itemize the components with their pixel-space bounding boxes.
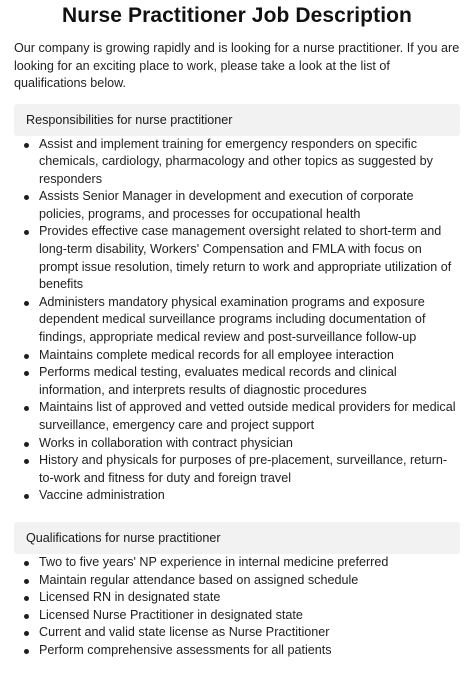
list-item <box>24 347 460 365</box>
bullet-icon <box>24 406 29 411</box>
bullet-icon <box>24 579 29 584</box>
list-item <box>24 223 460 293</box>
responsibilities-list <box>14 136 460 505</box>
list-item <box>24 452 460 487</box>
list-item-text: Maintains complete medical records for all employee interaction <box>39 347 394 362</box>
bullet-icon <box>24 649 29 654</box>
list-item-text: Perform comprehensive assessments for all patients <box>39 642 332 657</box>
bullet-icon <box>24 614 29 619</box>
list-item <box>24 572 460 590</box>
list-item-text: Provides effective case management oversight related to short-term and long-term disability, Workers' Compensation and FMLA with focus on prompt issue resolution, timely return to work and appropriate utilization of benefits <box>39 224 452 292</box>
list-item-text: Assists Senior Manager in development and execution of corporate policies, programs, and processes for occupational health <box>39 189 414 221</box>
list-item-text: Assist and implement training for emergency responders on specific chemicals, cardiology, pharmacology and other topics as suggested by responders <box>39 136 433 186</box>
list-item <box>24 642 460 660</box>
list-item-text: Licensed RN in designated state <box>39 590 221 605</box>
list-item-text: Current and valid state license as Nurse Practitioner <box>39 625 330 640</box>
list-item-text: Administers mandatory physical examination programs and exposure dependent medical surveillance programs including documentation of findings, appropriate medical review and post-surveillance follow-up <box>39 294 426 345</box>
list-item <box>24 607 460 625</box>
list-item <box>24 435 460 453</box>
list-item-text: Vaccine administration <box>39 488 165 503</box>
list-item-text: Works in collaboration with contract physician <box>39 435 293 450</box>
list-item <box>24 136 460 189</box>
list-item <box>24 624 460 642</box>
qualifications-section-header <box>14 522 460 554</box>
bullet-icon <box>24 561 29 566</box>
bullet-icon <box>24 301 29 306</box>
list-item-text: History and physicals for purposes of pre-placement, surveillance, return-to-work and fitness for duty and foreign travel <box>39 453 448 485</box>
responsibilities-section-header <box>14 104 460 136</box>
bullet-icon <box>24 494 29 499</box>
bullet-icon <box>24 195 29 200</box>
bullet-icon <box>24 459 29 464</box>
list-item-text: Licensed Nurse Practitioner in designated state <box>39 607 303 622</box>
responsibilities-heading: Responsibilities for nurse practitioner <box>26 112 233 127</box>
qualifications-heading: Qualifications for nurse practitioner <box>26 530 221 545</box>
bullet-icon <box>24 143 29 148</box>
list-item <box>24 294 460 347</box>
list-item <box>24 487 460 505</box>
bullet-icon <box>24 354 29 359</box>
list-item <box>24 364 460 399</box>
bullet-icon <box>24 442 29 447</box>
list-item <box>24 399 460 434</box>
page-title: Nurse Practitioner Job Description <box>62 4 412 27</box>
bullet-icon <box>24 631 29 636</box>
list-item <box>24 554 460 572</box>
intro-paragraph: Our company is growing rapidly and is looking for a nurse practitioner. If you are looking for an exciting place to work, please take a look at the list of qualifications below. <box>14 41 460 90</box>
list-item <box>24 589 460 607</box>
list-item <box>24 188 460 223</box>
bullet-icon <box>24 596 29 601</box>
list-item-text: Maintain regular attendance based on assigned schedule <box>39 572 359 587</box>
list-item-text: Maintains list of approved and vetted outside medical providers for medical surveillance, emergency care and project support <box>39 400 456 432</box>
bullet-icon <box>24 230 29 235</box>
list-item-text: Two to five years' NP experience in internal medicine preferred <box>39 554 389 569</box>
list-item-text: Performs medical testing, evaluates medical records and clinical information, and interprets results of diagnostic procedures <box>39 365 397 397</box>
qualifications-list <box>14 554 460 660</box>
bullet-icon <box>24 371 29 376</box>
